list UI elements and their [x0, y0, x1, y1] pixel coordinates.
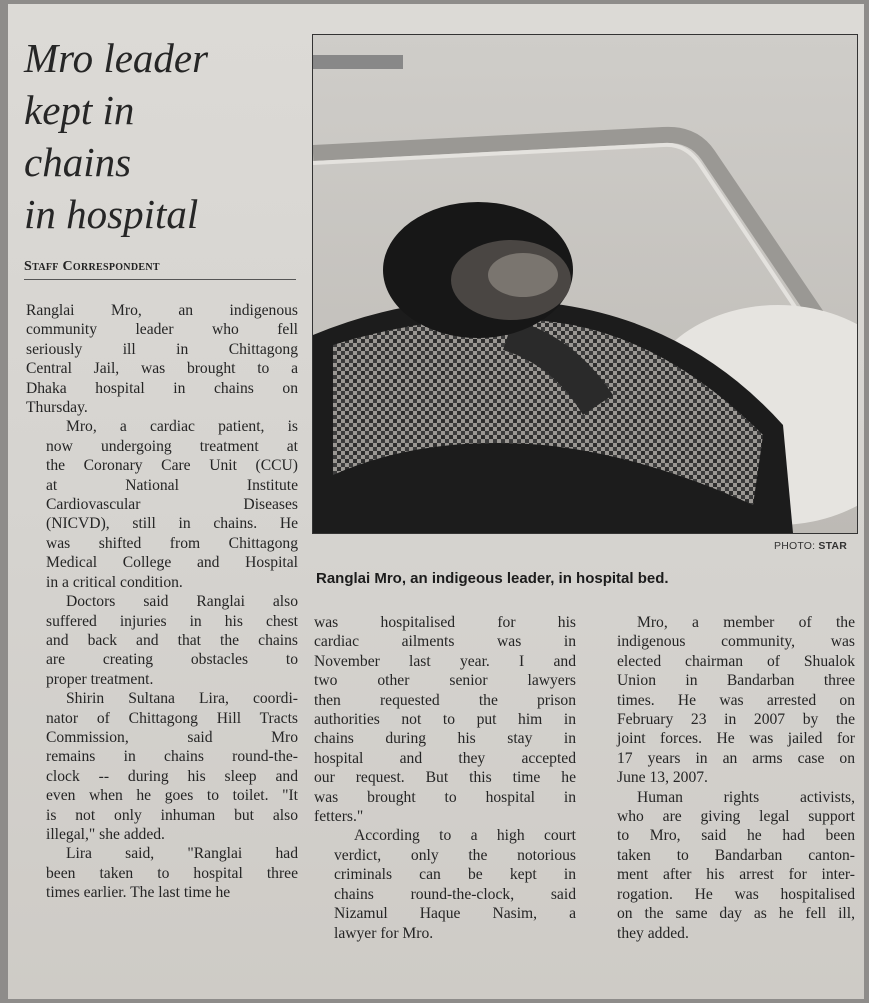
text-line: (NICVD), still in chains. He [46, 515, 298, 533]
text-line: is not only inhuman but also [46, 806, 298, 824]
paragraph [597, 613, 855, 788]
paragraph [26, 417, 298, 592]
text-line: cardiac ailments was in [314, 633, 576, 651]
text-line: then requested the prison [314, 691, 576, 709]
text-line: community leader who fell [26, 321, 298, 339]
byline: Staff Correspondent [24, 259, 160, 274]
headline-line: chains [24, 139, 132, 185]
photo-credit [774, 540, 847, 552]
text-line: Thursday. [26, 399, 88, 417]
article-column-3 [597, 613, 855, 943]
text-line: been taken to hospital three [46, 864, 298, 882]
text-line: they added. [617, 924, 689, 942]
text-line: the Coronary Care Unit (CCU) [46, 457, 298, 475]
text-line: November last year. I and [314, 652, 576, 670]
text-line: times. He was arrested on [617, 691, 855, 709]
text-line: June 13, 2007. [617, 769, 708, 787]
paragraph [26, 301, 298, 417]
text-line: remains in chains round-the- [46, 748, 298, 766]
text-line: illegal," she added. [46, 825, 165, 843]
text-line: Mro, a member of the [637, 614, 855, 631]
text-line: According to a high court [354, 827, 576, 845]
text-line: Nizamul Haque Nasim, a [334, 905, 576, 923]
text-line: verdict, only the notorious [334, 846, 576, 864]
headline-line: in hospital [24, 191, 199, 237]
text-line: suffered injuries in his chest [46, 612, 298, 630]
text-line: proper treatment. [46, 670, 154, 688]
text-line: two other senior lawyers [314, 672, 576, 690]
text-line: February 23 in 2007 by the [617, 711, 855, 729]
text-line: Mro, a cardiac patient, is [66, 418, 298, 436]
photo-credit-prefix: PHOTO: [774, 540, 816, 552]
photo-caption: Ranglai Mro, an indigeous leader, in hospital bed. [316, 570, 669, 587]
photo-credit-source: STAR [818, 540, 847, 552]
article-column-2 [314, 613, 576, 943]
paragraph [26, 592, 298, 689]
headline [24, 32, 284, 240]
text-line: lawyer for Mro. [334, 924, 434, 942]
text-line: Central Jail, was brought to a [26, 360, 298, 378]
text-line: clock -- during his sleep and [46, 767, 298, 785]
text-line: and back and that the chains [46, 631, 298, 649]
news-photo [312, 34, 858, 534]
article-column-1 [26, 301, 298, 903]
text-line: chains round-the-clock, said [334, 885, 576, 903]
text-line: fetters." [314, 808, 364, 826]
text-line: was brought to hospital in [314, 788, 576, 806]
text-line: authorities not to put him in [314, 711, 576, 729]
text-line: joint forces. He was jailed for [617, 730, 855, 748]
newspaper-clipping [8, 4, 864, 999]
text-line: hospital and they accepted [314, 749, 576, 767]
text-line: Dhaka hospital in chains on [26, 379, 298, 397]
paragraph [26, 689, 298, 844]
text-line: Medical College and Hospital [46, 554, 298, 572]
text-line: Human rights activists, [637, 788, 855, 806]
text-line: to Mro, said he had been [617, 827, 855, 845]
text-line: elected chairman of Shualok [617, 652, 855, 670]
paragraph [26, 844, 298, 902]
text-line: Shirin Sultana Lira, coordi- [66, 690, 298, 708]
text-line: who are giving legal support [617, 808, 855, 826]
text-line: Doctors said Ranglai also [66, 593, 298, 611]
text-line: rogation. He was hospitalised [617, 885, 855, 903]
text-line: taken to Bandarban canton- [617, 846, 855, 864]
headline-line: Mro leader [24, 35, 209, 81]
text-line: times earlier. The last time he [46, 884, 231, 902]
text-line: was shifted from Chittagong [46, 534, 298, 552]
text-line: criminals can be kept in [334, 866, 576, 884]
text-line: ment after his arrest for inter- [617, 866, 855, 884]
text-line: on the same day as he fell ill, [617, 905, 855, 923]
text-line: are creating obstacles to [46, 651, 298, 669]
text-line: Ranglai Mro, an indigenous [26, 302, 298, 319]
text-line: Lira said, "Ranglai had [66, 845, 298, 863]
text-line: in a critical condition. [46, 573, 183, 591]
patient-in-hospital-bed-illustration [313, 35, 857, 533]
paragraph [314, 826, 576, 942]
text-line: was hospitalised for his [314, 614, 576, 631]
paragraph [597, 788, 855, 943]
headline-line: kept in [24, 87, 135, 133]
text-line: 17 years in an arms case on [617, 749, 855, 767]
text-line: Commission, said Mro [46, 728, 298, 746]
text-line: Cardiovascular Diseases [46, 496, 298, 514]
text-line: our request. But this time he [314, 769, 576, 787]
text-line: Union in Bandarban three [617, 672, 855, 690]
byline-rule [24, 279, 296, 280]
text-line: chains during his stay in [314, 730, 576, 748]
text-line: nator of Chittagong Hill Tracts [46, 709, 298, 727]
text-line: seriously ill in Chittagong [26, 340, 298, 358]
text-line: now undergoing treatment at [46, 437, 298, 455]
text-line: at National Institute [46, 476, 298, 494]
text-line: even when he goes to toilet. "It [46, 787, 298, 805]
text-line: indigenous community, was [617, 633, 855, 651]
paragraph [314, 613, 576, 826]
